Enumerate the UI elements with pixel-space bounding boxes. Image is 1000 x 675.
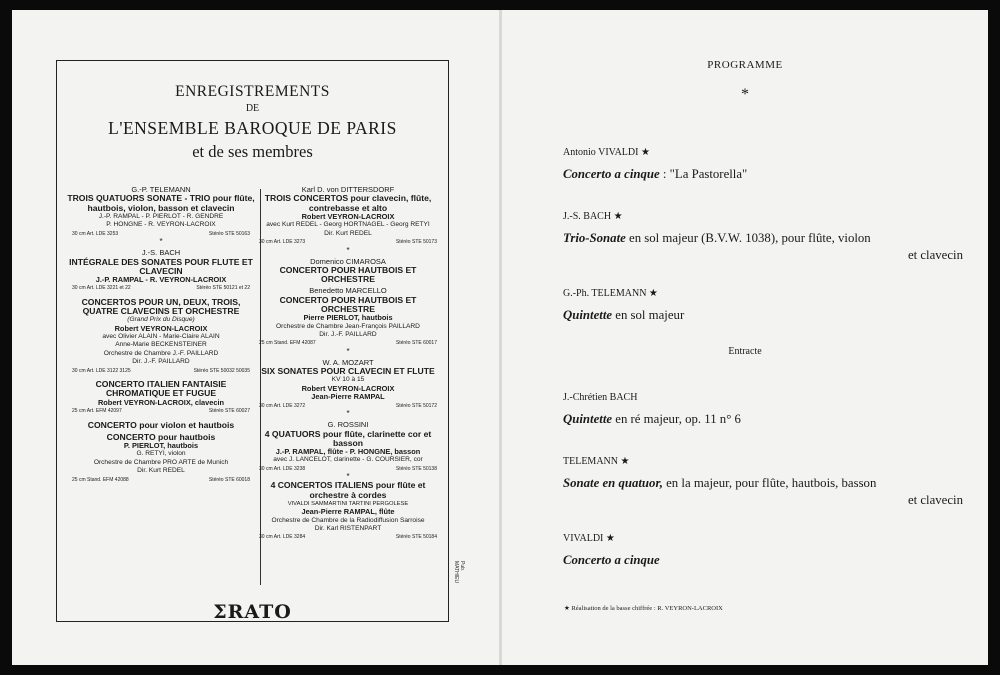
recordings-advertisement — [56, 60, 465, 623]
performers: Pierre PIERLOT, hautbois — [303, 313, 393, 323]
performers: Dir. Kurt REDEL — [137, 467, 185, 475]
work-title: CONCERTO ITALIEN FANTAISIE CHROMATIQUE ET FUGUE — [95, 379, 227, 399]
work-title: Trio-Sonate — [563, 231, 626, 245]
performers: J.-P. RAMPAL - P. PIERLOT - R. GENDRE — [98, 212, 224, 220]
award: (Grand Prix du Disque) — [127, 316, 195, 324]
performers: Dir. Karl RISTENPART — [314, 524, 382, 532]
separator-star: * — [346, 409, 350, 419]
work-title: Quintette — [563, 308, 613, 322]
work-detail: en sol majeur (B.V.W. 1038), pour flûte, violon — [625, 231, 871, 245]
catalog-mono: 30 cm Art. LDE 3284 — [259, 534, 306, 541]
recordings-column-right — [253, 183, 443, 541]
composer: G.-P. TELEMANN — [131, 185, 191, 194]
programme-composer: VIVALDI ★ — [563, 533, 615, 544]
work-title: CONCERTO pour hautbois — [106, 431, 216, 442]
ad-title-line2: DE — [245, 103, 260, 114]
work-detail: en la majeur, pour flûte, hautbois, basson — [662, 476, 877, 490]
right-page — [502, 10, 988, 665]
catalog-numbers — [253, 535, 443, 541]
catalog-mono: 30 cm Art. LDE 3221 et 22 — [72, 285, 131, 292]
catalog-stereo: Stéréo STE 50173 — [395, 239, 437, 246]
performers: avec J. LANCELOT, clarinette - G. COURSIER, cor — [273, 456, 423, 464]
separator-star: * — [346, 472, 350, 482]
work-title: CONCERTO POUR HAUTBOIS ET ORCHESTRE — [279, 264, 417, 285]
performers: Dir. Kurt REDEL — [324, 229, 372, 237]
work-title: CONCERTOS POUR UN, DEUX, TROIS, QUATRE CLAVECINS ET ORCHESTRE — [81, 296, 241, 317]
work-detail-continued: et clavecin — [907, 493, 963, 507]
composer: Domenico CIMAROSA — [310, 256, 386, 266]
catalog-stereo: Stéréo STE 60017 — [395, 340, 437, 347]
separator-star: * — [346, 346, 350, 356]
catalog-stereo: Stéréo STE 60018 — [208, 476, 250, 483]
performers: Jean-Pierre RAMPAL — [311, 392, 385, 402]
performers: Dir. J.-F. PAILLARD — [132, 358, 190, 366]
catalog-stereo: Stéréo STE 50032 50035 — [193, 367, 250, 374]
performers: P. PIERLOT, hautbois — [123, 440, 199, 450]
work-title: CONCERTO pour violon et hautbois — [87, 419, 235, 430]
work-title: CONCERTO POUR HAUTBOIS ET ORCHESTRE — [279, 294, 417, 314]
performers: avec Olivier ALAIN - Marie-Claire ALAIN — [102, 333, 220, 341]
performers: G. RETYI, violon — [136, 450, 186, 458]
performers: Anne-Marie BECKENSTEINER — [115, 341, 207, 349]
programme-item — [563, 211, 963, 264]
work-title: Concerto a cinque — [563, 553, 660, 567]
performers: Robert VEYRON-LACROIX — [301, 211, 395, 221]
programme-composer: Antonio VIVALDI ★ — [563, 147, 650, 158]
composer: J.-S. BACH — [141, 248, 181, 258]
ad-title-line1: ENREGISTREMENTS — [175, 83, 330, 100]
programme-work — [563, 552, 963, 569]
work-title: 4 QUATUORS pour flûte, clarinette cor et basson — [264, 428, 432, 448]
footnote: ★ Réalisation de la basse chiffrée : R. VEYRON-LACROIX — [564, 605, 723, 612]
work-title: Quintette — [563, 412, 613, 426]
ad-title-line3: L'ENSEMBLE BAROQUE DE PARIS — [108, 118, 397, 138]
performers: Robert VEYRON-LACROIX — [114, 323, 208, 333]
programme-heading: PROGRAMME — [707, 59, 783, 71]
catalog-stereo: Stéréo STE 50138 — [395, 465, 437, 472]
heading-star: * — [741, 86, 749, 103]
work-title: 4 CONCERTOS ITALIENS pour flûte et orchestre à cordes — [270, 480, 426, 500]
composer: W. A. MOZART — [322, 357, 374, 367]
performers: Dir. J.-F. PAILLARD — [319, 330, 377, 338]
performers: Jean-Pierre RAMPAL, flûte — [301, 507, 395, 517]
work-detail: en ré majeur, op. 11 n° 6 — [612, 412, 741, 426]
catalog-stereo: Stéréo STE 60027 — [208, 408, 250, 414]
composer: Karl D. von DITTERSDORF — [301, 185, 395, 194]
performers: P. HONGNE - R. VEYRON-LACROIX — [106, 221, 216, 229]
catalog-stereo: Stéréo STE 50184 — [395, 534, 437, 541]
catalog-numbers — [66, 478, 256, 484]
catalog-stereo: Stéréo STE 50163 — [208, 230, 250, 237]
programme-item — [563, 288, 963, 324]
programme-work — [563, 230, 963, 264]
programme-item — [563, 392, 963, 428]
programme-work — [563, 307, 963, 324]
catalog-mono: 30 cm Art. LDE 3122 3125 — [72, 367, 131, 374]
work-title: TROIS QUATUORS SONATE - TRIO pour flûte, hautbois, violon, basson et clavecin — [67, 193, 255, 213]
erato-logo: ΣRATO — [213, 601, 292, 623]
catalog-mono: 25 cm Art. EFM 42097 — [72, 408, 122, 414]
work-title: Sonate en quatuor, — [563, 476, 663, 490]
performers: Orchestre de Chambre J.-F. PAILLARD — [103, 349, 219, 357]
catalog-mono: 25 cm Stand. EFM 42087 — [259, 340, 316, 347]
performers: J.-P. RAMPAL, flûte - P. HONGNE, basson — [275, 447, 421, 457]
separator-star: * — [159, 237, 163, 247]
programme-item — [563, 147, 963, 183]
composer: G. ROSSINI — [327, 420, 369, 430]
composers-list: VIVALDI SAMMARTINI TARTINI PERGOLESE — [287, 500, 409, 507]
performers: Orchestre de Chambre Jean-François PAILLARD — [276, 322, 420, 330]
performers: J.-P. RAMPAL - R. VEYRON-LACROIX — [95, 274, 227, 284]
recordings-column-left — [66, 183, 256, 483]
catalog-mono: 25 cm Stand. EFM 42088 — [72, 476, 129, 483]
composer: Benedetto MARCELLO — [309, 286, 387, 296]
publisher-credit: Pub. MATHIEU — [453, 561, 465, 584]
programme-work — [563, 411, 963, 428]
programme-work — [563, 475, 963, 509]
performers: avec Kurt REDEL - Georg HORTNAGEL - Georg RETYI — [266, 221, 430, 229]
work-title: INTÉGRALE DES SONATES POUR FLUTE ET CLAVECIN — [69, 256, 253, 276]
work-detail-continued: et clavecin — [907, 248, 963, 262]
work-detail: en sol majeur — [612, 308, 685, 322]
ad-title-line4: et de ses membres — [192, 142, 313, 161]
catalog-mono: 30 cm Art. LDE 3273 — [259, 239, 306, 246]
catalog-stereo: Stéréo STE 50172 — [395, 402, 437, 409]
intermission: Entracte — [728, 346, 762, 357]
programme-composer: TELEMANN ★ — [563, 456, 630, 467]
catalog-kv: KV 10 à 15 — [331, 376, 365, 384]
programme-item — [563, 533, 963, 569]
work-detail: : "La Pastorella" — [659, 167, 748, 181]
work-title: Concerto a cinque — [563, 167, 660, 181]
catalog-stereo: Stéréo STE 50121 et 22 — [196, 285, 250, 292]
performers: Orchestre de Chambre PRO ARTE de Munich — [93, 458, 229, 466]
work-title: TROIS CONCERTOS pour clavecin, flûte, contrebasse et alto — [264, 193, 432, 213]
programme-work — [563, 166, 963, 183]
catalog-mono: 30 cm Art. LDE 3272 — [259, 402, 306, 409]
catalog-mono: 30 cm Art. LDE 3238 — [259, 465, 306, 472]
performers: Orchestre de Chambre de la Radiodiffusion Sarroise — [271, 516, 425, 524]
programme-composer: J.-Chrétien BACH — [563, 392, 638, 403]
work-title: SIX SONATES POUR CLAVECIN ET FLUTE — [261, 366, 435, 377]
performers: Robert VEYRON-LACROIX — [301, 383, 395, 393]
performers: Robert VEYRON-LACROIX, clavecin — [97, 397, 225, 407]
separator-star: * — [346, 245, 350, 255]
programme-item — [563, 456, 963, 509]
left-page — [12, 10, 500, 665]
programme-composer: J.-S. BACH ★ — [563, 211, 623, 222]
catalog-mono: 30 cm Art. LDE 3253 — [72, 230, 119, 237]
programme-composer: G.-Ph. TELEMANN ★ — [563, 288, 658, 299]
